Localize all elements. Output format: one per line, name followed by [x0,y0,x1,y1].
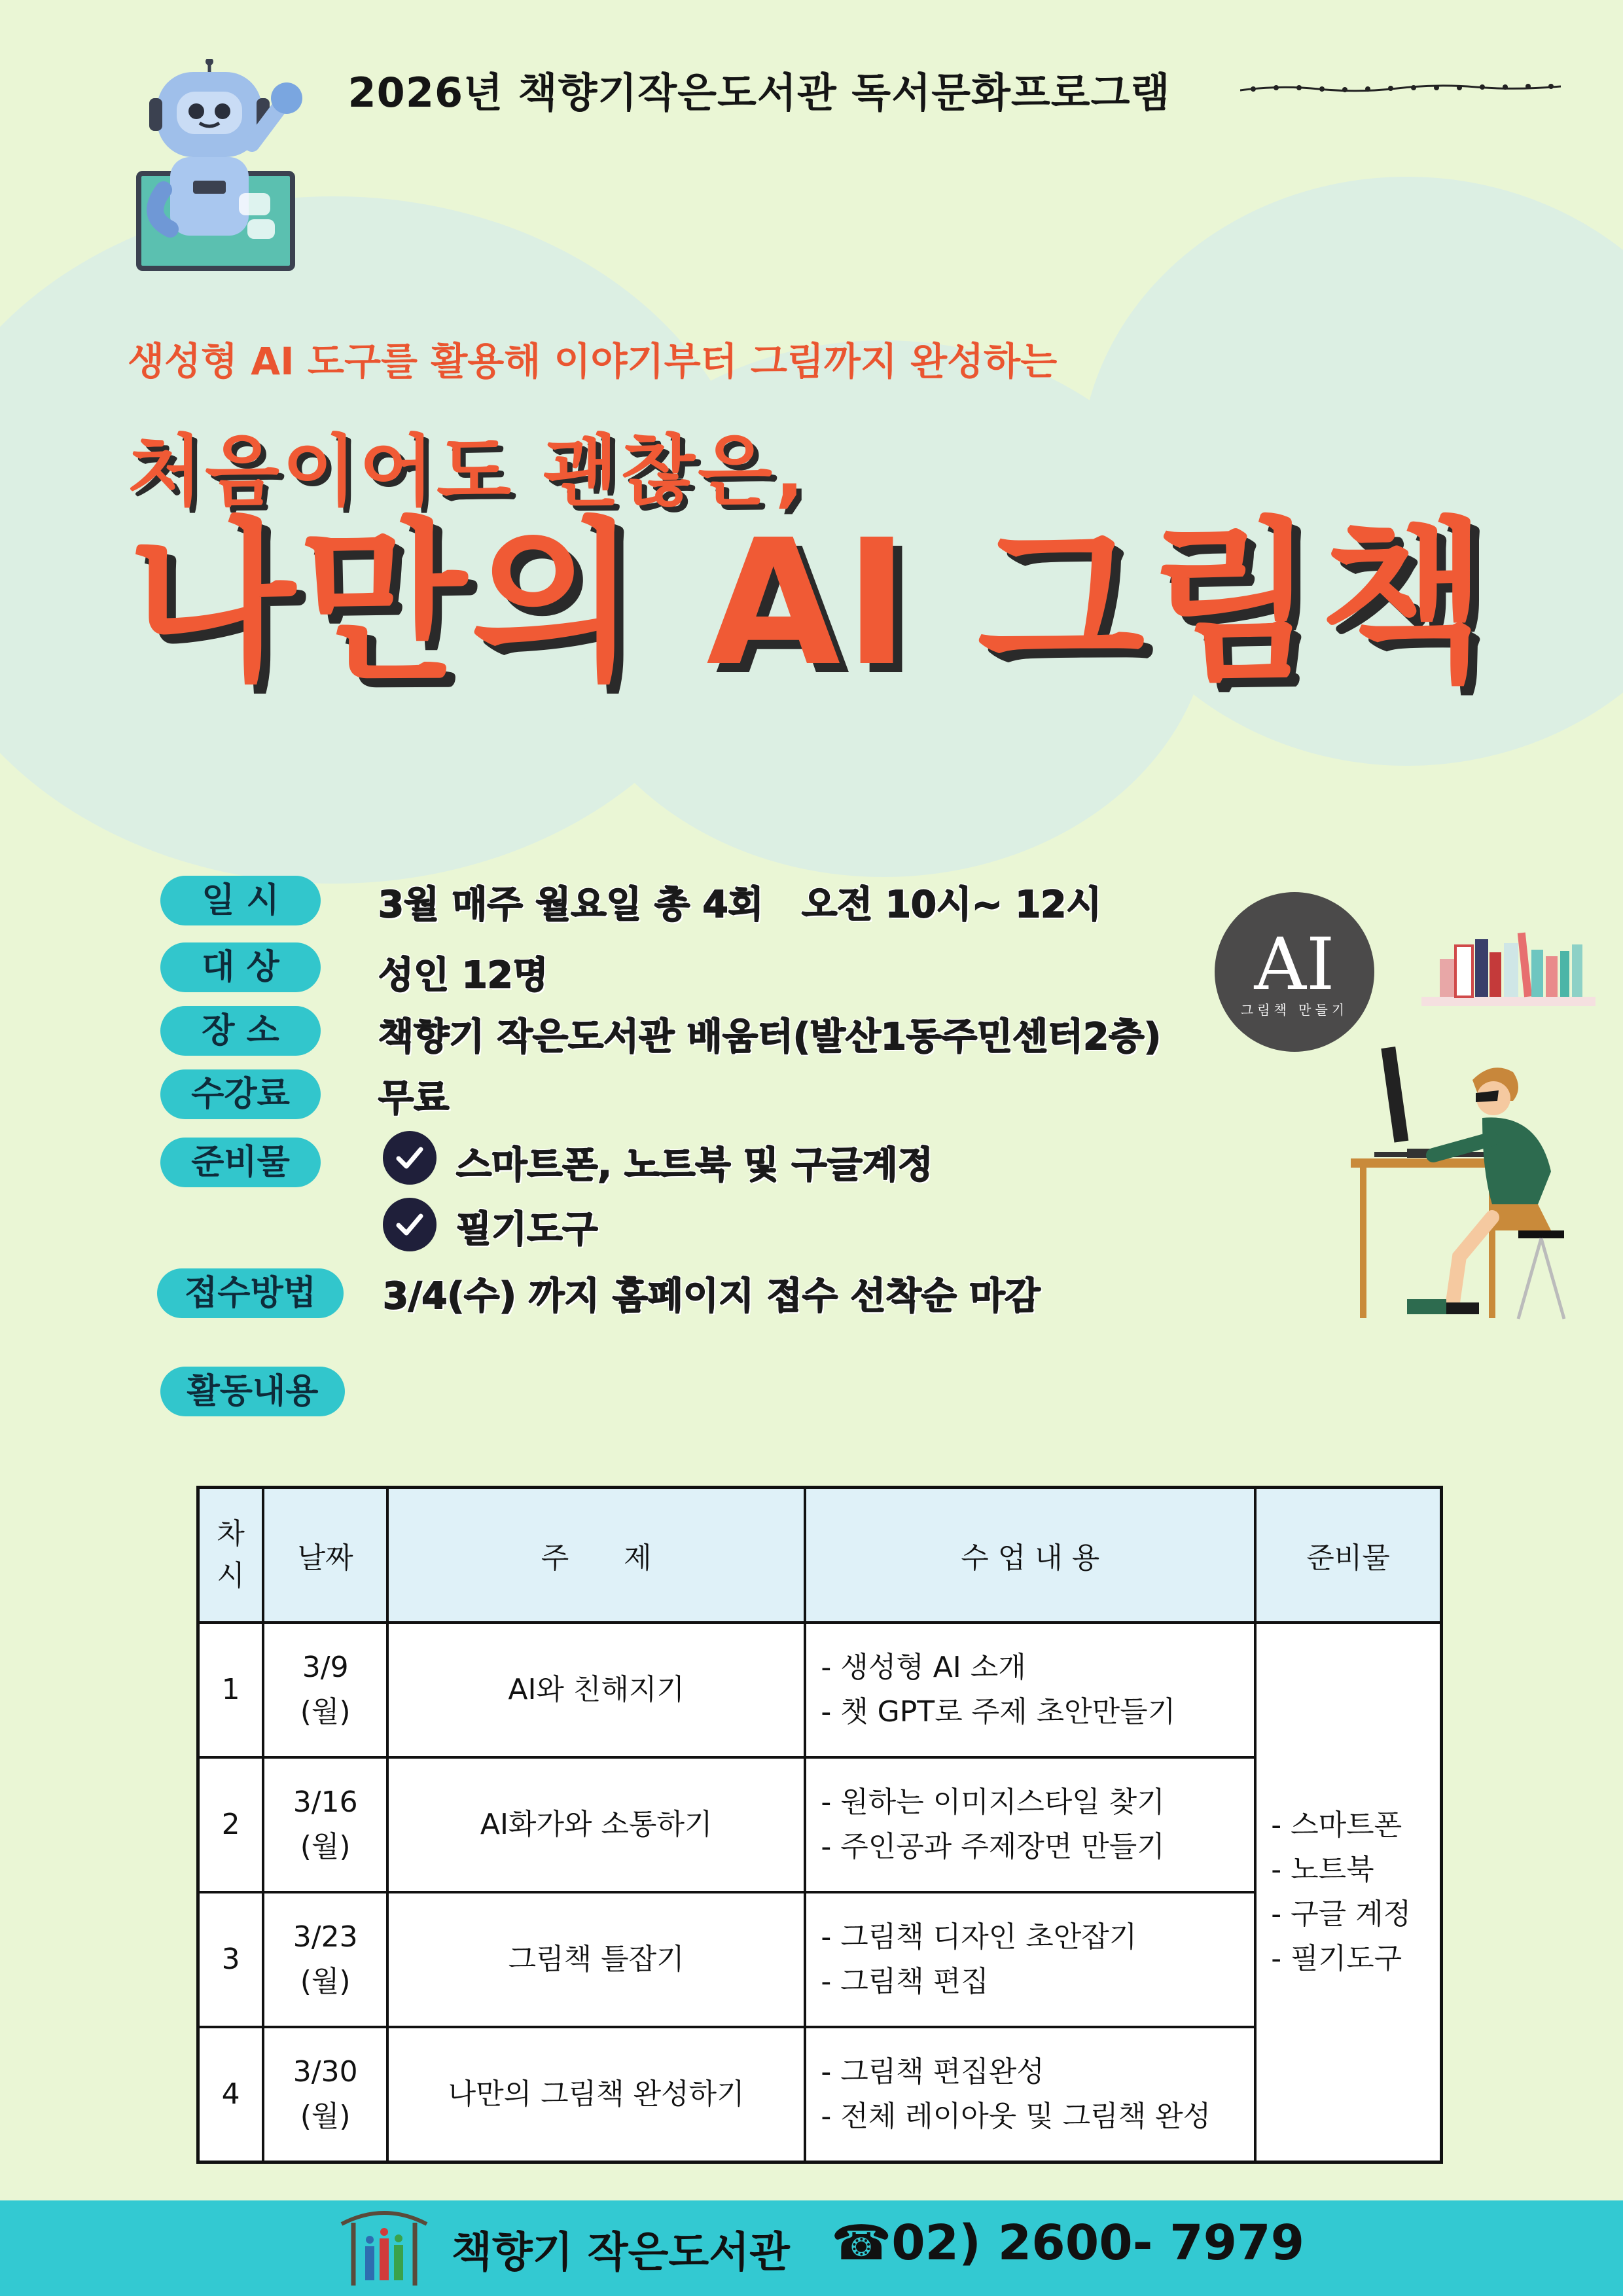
row-date [263,2027,387,2162]
footer-library-name: 책향기 작은도서관 [452,2229,790,2277]
row-date-value: 3/23 [293,1920,358,1954]
row-topic: 그림책 틀잡기 [387,1892,805,2027]
row-session-number: 1 [198,1623,264,1757]
dotted-line-decoration [1240,79,1561,98]
row-date [263,1623,387,1757]
table-row [198,1623,1442,1757]
row-topic: AI와 친해지기 [387,1623,805,1757]
row-content [805,1757,1255,1892]
table-row [198,2027,1442,2162]
table-header-row [198,1488,1442,1623]
hero-title-line2: 나만의 AI 그림책 [128,503,1492,704]
supplies-item-2: 필기도구 [456,1208,598,1251]
fee-label: 수강료 [160,1069,321,1119]
row-session-number: 2 [198,1757,264,1892]
place-label: 장 소 [160,1006,321,1056]
schedule-value: 3월 매주 월요일 총 4회 오전 10시~ 12시 [378,884,1102,926]
table-row [198,1892,1442,2027]
materials-item: - 구글 계정 [1271,1897,1412,1931]
row-content [805,2027,1255,2162]
materials-item: - 스마트폰 [1271,1808,1402,1842]
phone-icon: ☎ [831,2215,892,2271]
supplies-label: 준비물 [160,1138,321,1187]
row-content [805,1623,1255,1757]
row-date-value: 3/30 [293,2055,358,2089]
materials-item: - 노트북 [1271,1853,1374,1886]
row-topic: 나만의 그림책 완성하기 [387,2027,805,2162]
row-content-line: - 전체 레이아웃 및 그림책 완성 [821,2100,1211,2133]
footer-bar [0,2200,1623,2296]
apply-value: 3/4(수) 까지 홈페이지 접수 선착순 마감 [383,1275,1041,1318]
footer-phone-number: 02) 2600- 7979 [891,2215,1305,2271]
row-content-line: - 그림책 편집완성 [821,2055,1044,2089]
row-content-line: - 그림책 디자인 초안잡기 [821,1920,1137,1954]
row-content-line: - 그림책 편집 [821,1965,989,1998]
header-materials: 준비물 [1255,1488,1441,1623]
row-date [263,1892,387,2027]
ai-badge-caption: 그림책 만들기 [1240,1002,1349,1018]
hero-title-line1: 처음이어도 괜찮은, [128,426,807,516]
row-content-line: - 챗 GPT로 주제 초안만들기 [821,1695,1176,1729]
program-title: 2026년 책향기작은도서관 독서문화프로그램 [348,69,1171,117]
row-content-line: - 생성형 AI 소개 [821,1651,1026,1684]
row-date [263,1757,387,1892]
bookshelf-illustration [1420,920,1597,1011]
row-day: (월) [300,1830,351,1863]
fee-value: 무료 [378,1077,450,1120]
row-day: (월) [300,2100,351,2133]
schedule-label: 일 시 [160,876,321,925]
footer-phone-line [831,2215,1304,2271]
row-date-value: 3/9 [302,1651,349,1684]
check-icon [383,1198,437,1251]
activities-label: 활동내용 [160,1367,345,1416]
row-content-line: - 주인공과 주제장면 만들기 [821,1830,1165,1863]
header-topic: 주 제 [387,1488,805,1623]
row-topic: AI화가와 소통하기 [387,1757,805,1892]
header-content: 수 업 내 용 [805,1488,1255,1623]
row-content [805,1892,1255,2027]
library-logo-icon [335,2204,433,2289]
schedule-table [196,1486,1443,2164]
row-date-value: 3/16 [293,1785,358,1819]
row-day: (월) [300,1965,351,1998]
hero-subtitle: 생성형 AI 도구를 활용해 이야기부터 그림까지 완성하는 [128,339,1058,384]
materials-cell [1255,1623,1441,2162]
table-row [198,1757,1442,1892]
row-session-number: 3 [198,1892,264,2027]
place-value: 책향기 작은도서관 배움터(발산1동주민센터2층) [378,1016,1161,1058]
row-day: (월) [300,1695,351,1729]
apply-label: 접수방법 [157,1268,344,1318]
materials-item: - 필기도구 [1271,1942,1402,1975]
ai-badge-logo [1215,892,1374,1052]
header-session: 차 시 [198,1488,264,1623]
target-value: 성인 12명 [378,954,548,997]
header-date: 날짜 [263,1488,387,1623]
person-at-computer-illustration [1342,1041,1567,1322]
target-label: 대 상 [160,942,321,992]
ai-badge-text: AI [1254,922,1335,1006]
check-icon [383,1131,437,1185]
row-session-number: 4 [198,2027,264,2162]
row-content-line: - 원하는 이미지스타일 찾기 [821,1785,1165,1819]
supplies-item-1: 스마트폰, 노트북 및 구글계정 [456,1144,933,1187]
